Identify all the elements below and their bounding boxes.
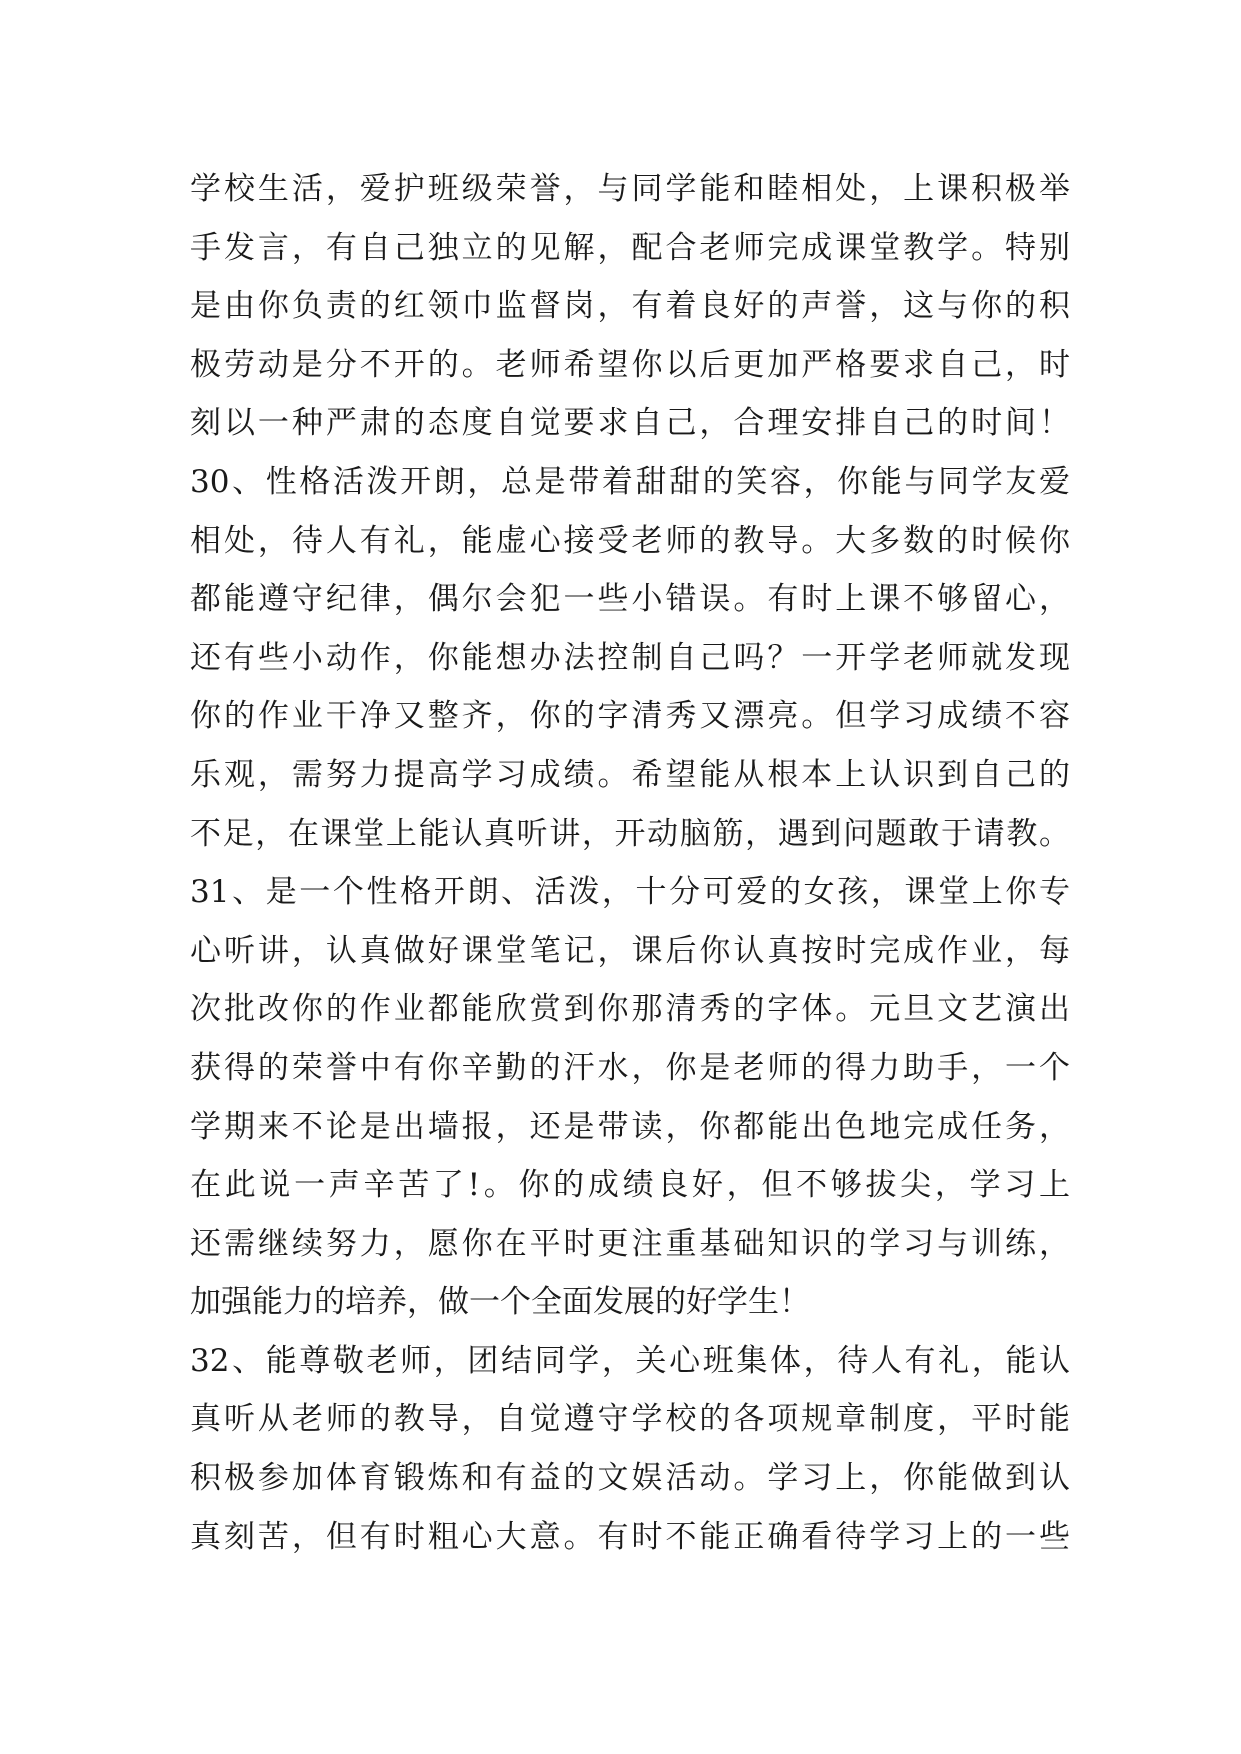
text-line: 不足，在课堂上能认真听讲，开动脑筋，遇到问题敢于请教。 [190, 815, 1070, 852]
text-line: 30、性格活泼开朗，总是带着甜甜的笑容，你能与同学友爱 [190, 463, 1070, 500]
text-line: 真听从老师的教导，自觉遵守学校的各项规章制度，平时能 [190, 1401, 1070, 1438]
text-line: 31、是一个性格开朗、活泼，十分可爱的女孩，课堂上你专 [190, 874, 1070, 911]
text-line: 在此说一声辛苦了!。你的成绩良好，但不够拔尖，学习上 [190, 1167, 1070, 1204]
text-line: 学期来不论是出墙报，还是带读，你都能出色地完成任务， [190, 1108, 1070, 1145]
text-line: 还有些小动作，你能想办法控制自己吗？一开学老师就发现 [190, 639, 1070, 676]
text-line: 手发言，有自己独立的见解，配合老师完成课堂教学。特别 [190, 229, 1070, 266]
text-line: 次批改你的作业都能欣赏到你那清秀的字体。元旦文艺演出 [190, 991, 1070, 1028]
text-line: 真刻苦，但有时粗心大意。有时不能正确看待学习上的一些 [190, 1518, 1070, 1555]
text-line: 极劳动是分不开的。老师希望你以后更加严格要求自己，时 [190, 346, 1070, 383]
text-line: 都能遵守纪律，偶尔会犯一些小错误。有时上课不够留心， [190, 581, 1070, 618]
text-line: 获得的荣誉中有你辛勤的汗水，你是老师的得力助手，一个 [190, 1049, 1070, 1086]
text-line: 还需继续努力，愿你在平时更注重基础知识的学习与训练， [190, 1225, 1070, 1262]
text-line: 刻以一种严肃的态度自觉要求自己，合理安排自己的时间！ [190, 405, 1070, 442]
text-line: 是由你负责的红领巾监督岗，有着良好的声誉，这与你的积 [190, 288, 1070, 325]
body-text [190, 160, 1070, 1566]
text-line: 你的作业干净又整齐，你的字清秀又漂亮。但学习成绩不容 [190, 698, 1070, 735]
text-line: 加强能力的培养，做一个全面发展的好学生！ [190, 1284, 810, 1321]
text-line: 心听讲，认真做好课堂笔记，课后你认真按时完成作业，每 [190, 932, 1070, 969]
text-line: 积极参加体育锻炼和有益的文娱活动。学习上，你能做到认 [190, 1460, 1070, 1497]
text-line: 乐观，需努力提高学习成绩。希望能从根本上认识到自己的 [190, 756, 1070, 793]
text-line: 32、能尊敬老师，团结同学，关心班集体，待人有礼，能认 [190, 1342, 1070, 1379]
text-line: 学校生活，爱护班级荣誉，与同学能和睦相处，上课积极举 [190, 171, 1070, 207]
text-line: 相处，待人有礼，能虚心接受老师的教导。大多数的时候你 [190, 522, 1070, 559]
